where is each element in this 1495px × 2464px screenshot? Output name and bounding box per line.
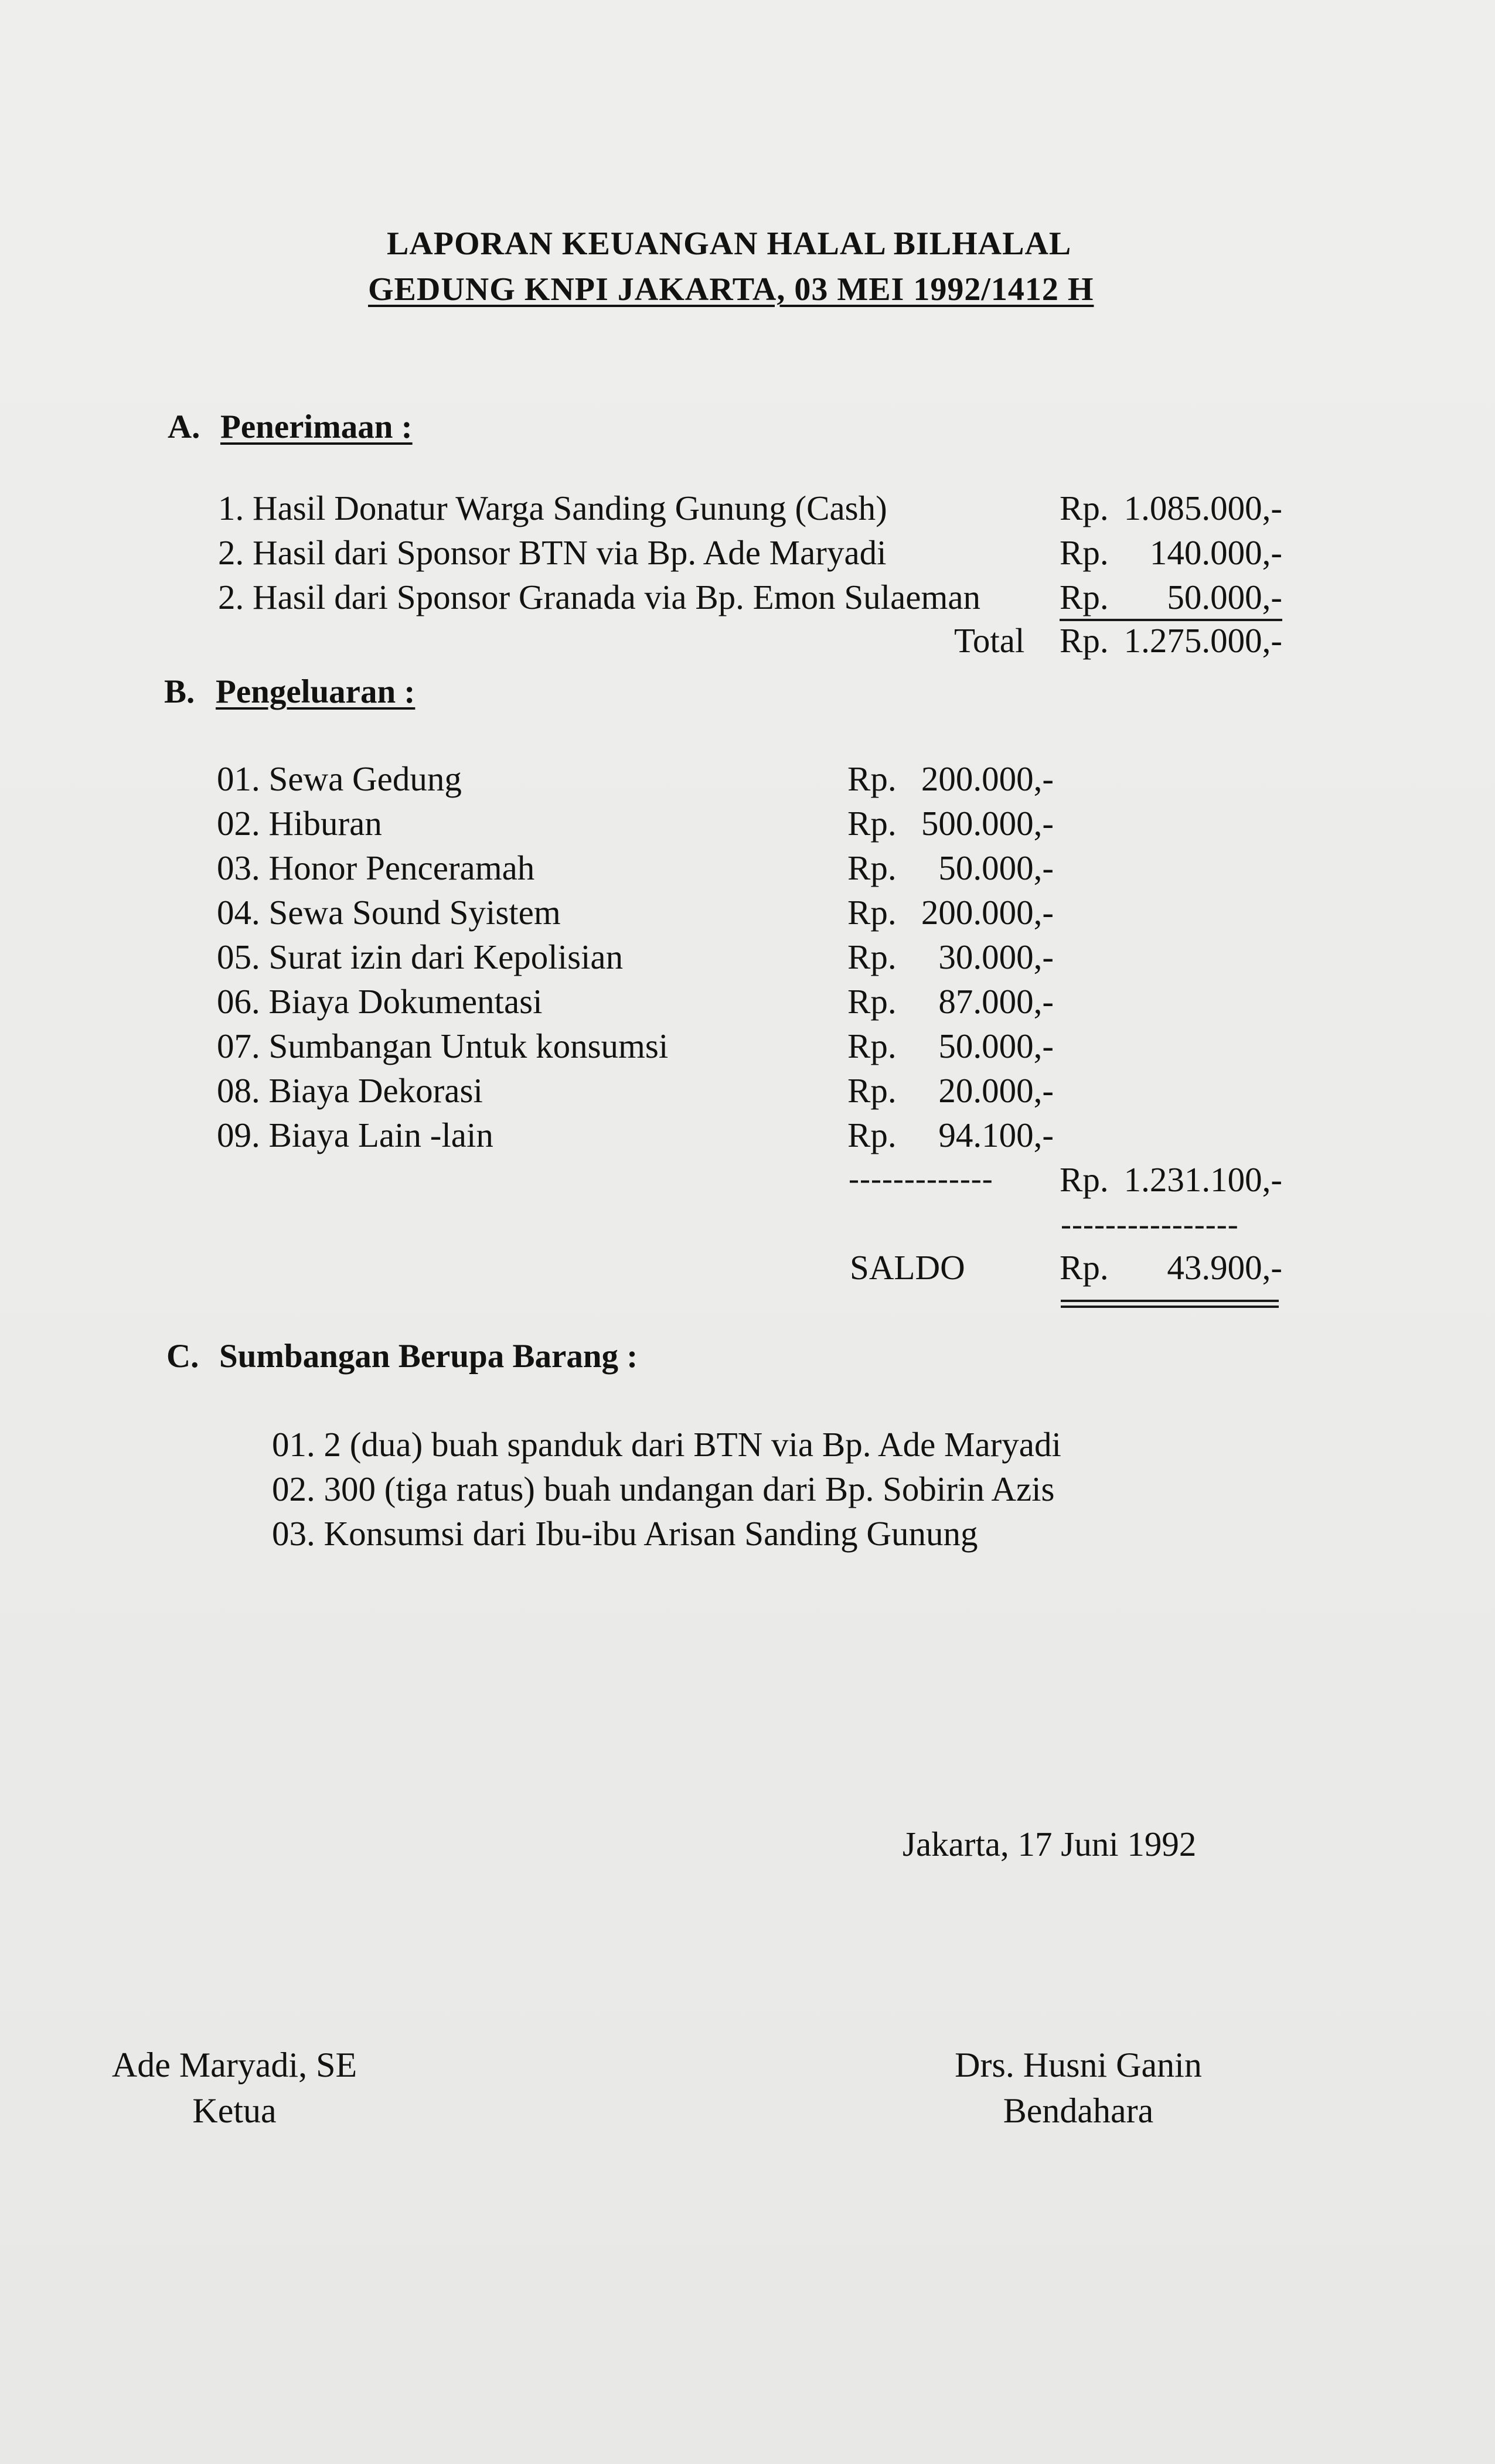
section-c-title: Sumbangan Berupa Barang : [219,1338,638,1375]
place-date: Jakarta, 17 Juni 1992 [903,1825,1197,1863]
report-title: LAPORAN KEUANGAN HALAL BILHALAL [387,226,1072,262]
report-subtitle: GEDUNG KNPI JAKARTA, 03 MEI 1992/1412 H [368,271,1094,308]
amount-value: 1.085.000,- [1123,489,1282,527]
expense-row-amount [847,895,1054,934]
amount-value: 50.000,- [1167,578,1282,616]
expense-row-amount [847,1073,1054,1112]
expense-row-amount [847,1118,1054,1157]
signatory-left-role: Ketua [192,2091,277,2130]
expense-row-label: 06. Biaya Dokumentasi [217,982,543,1021]
section-b-title: Pengeluaran : [216,673,416,710]
section-b-letter: B. [164,673,195,710]
expense-row-amount [847,806,1054,845]
income-total-label: Total [954,621,1025,660]
currency-label: Rp. [847,848,897,887]
currency-label: Rp. [1060,1160,1109,1199]
currency-label: Rp. [1060,489,1109,527]
amount-value: 87.000,- [938,982,1054,1021]
expense-row-amount [847,984,1054,1023]
currency-label: Rp. [1060,578,1109,616]
section-a-title: Penerimaan : [220,408,413,445]
expense-row-amount [847,759,1054,800]
balance-dash-line: ---------------- [1061,1207,1239,1242]
currency-label: Rp. [847,893,897,932]
amount-value: 1.275.000,- [1123,621,1282,660]
expense-row-amount [847,1029,1054,1068]
saldo-label: SALDO [850,1248,965,1287]
currency-label: Rp. [847,1027,897,1065]
double-underline [1061,1300,1279,1308]
signatory-right-name: Drs. Husni Ganin [955,2046,1202,2084]
currency-label: Rp. [1060,533,1109,572]
expense-row-label: 04. Sewa Sound Syistem [217,893,561,932]
currency-label: Rp. [847,804,897,843]
expense-total-amount [1060,1160,1282,1201]
income-row-label: 2. Hasil dari Sponsor Granada via Bp. Emon Sulaeman [218,578,981,616]
income-row-amount [1060,580,1282,621]
amount-value: 43.900,- [1167,1248,1282,1287]
income-row-amount [1060,491,1282,530]
income-row-label: 2. Hasil dari Sponsor BTN via Bp. Ade Maryadi [218,533,887,572]
expense-row-label: 08. Biaya Dekorasi [217,1071,483,1110]
subtotal-dash-line: ------------- [849,1161,993,1196]
expense-row-label: 02. Hiburan [217,804,382,843]
currency-label: Rp. [847,982,897,1021]
section-a-letter: A. [168,408,200,445]
amount-value: 1.231.100,- [1123,1160,1282,1199]
expense-row-label: 09. Biaya Lain -lain [217,1116,493,1154]
amount-value: 94.100,- [938,1116,1054,1154]
income-row-label: 1. Hasil Donatur Warga Sanding Gunung (Cash) [218,489,887,527]
amount-value: 200.000,- [921,759,1054,798]
income-total-amount [1060,623,1282,662]
saldo-amount [1060,1250,1282,1289]
amount-value: 140.000,- [1149,533,1282,572]
expense-row-label: 03. Honor Penceramah [217,848,535,887]
currency-label: Rp. [847,1071,897,1110]
amount-value: 30.000,- [938,938,1054,976]
amount-value: 50.000,- [938,848,1054,887]
amount-value: 500.000,- [921,804,1054,843]
donation-item: 01. 2 (dua) buah spanduk dari BTN via Bp. Ade Maryadi [272,1425,1061,1464]
donation-item: 03. Konsumsi dari Ibu-ibu Arisan Sanding Gunung [272,1514,978,1553]
currency-label: Rp. [1060,621,1109,660]
currency-label: Rp. [847,1116,897,1154]
expense-row-amount [847,940,1054,979]
expense-row-amount [847,848,1054,890]
expense-row-label: 05. Surat izin dari Kepolisian [217,938,624,976]
currency-label: Rp. [1060,1248,1109,1287]
donation-item: 02. 300 (tiga ratus) buah undangan dari Bp. Sobirin Azis [272,1470,1055,1508]
amount-value: 50.000,- [938,1027,1054,1065]
amount-value: 20.000,- [938,1071,1054,1110]
expense-row-label: 07. Sumbangan Untuk konsumsi [217,1027,669,1065]
amount-value: 200.000,- [921,893,1054,932]
income-row-amount [1060,533,1282,574]
currency-label: Rp. [847,938,897,976]
signatory-left-name: Ade Maryadi, SE [111,2046,357,2084]
signatory-right-role: Bendahara [1003,2091,1154,2130]
section-c-letter: C. [166,1338,199,1375]
currency-label: Rp. [847,759,897,798]
expense-row-label: 01. Sewa Gedung [217,759,462,798]
